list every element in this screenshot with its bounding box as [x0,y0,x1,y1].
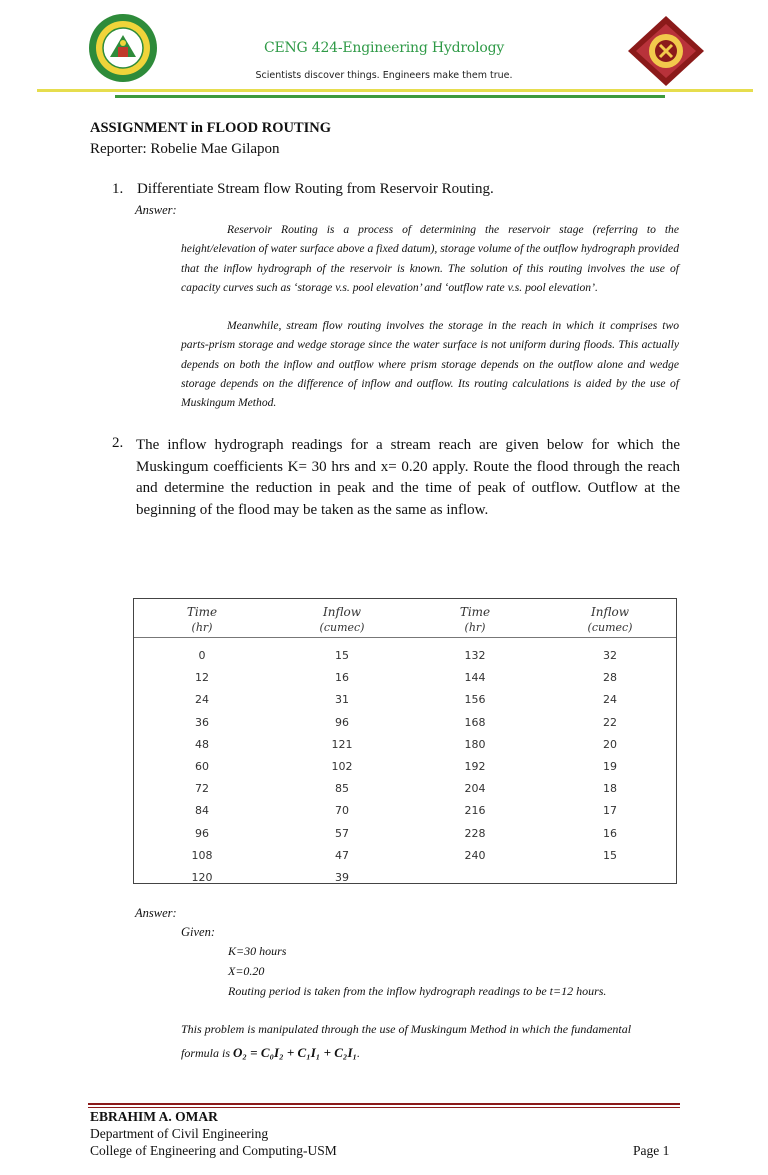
table-cell: 96 [195,826,209,840]
inflow-hydrograph-table [133,598,677,884]
table-cell: 85 [335,782,349,796]
muskingum-text: This problem is manipulated through the use of Muskingum Method in which the fundamental formula is [181,1022,632,1060]
table-cell: 31 [335,693,349,707]
table-cell: 19 [603,759,617,773]
table-cell: 60 [195,759,209,773]
table-cell: 70 [335,804,349,818]
table-cell: 32 [603,649,617,662]
table-header-time-1: Time (hr) [186,605,218,634]
question-2-text: The inflow hydrograph readings for a stream reach are given below for which the Muskingum coefficients K= 30 hrs and x= 0.20 apply. Route the flood through the reach and determine the reduction in peak and the time of peak of outflow. Outflow at the beginning of the flood may be taken as the same as inflow. [136,437,680,519]
column-time-2 [437,645,513,867]
table-cell: 18 [603,782,617,796]
assignment-title: ASSIGNMENT in FLOOD ROUTING [90,120,332,136]
table-cell: 20 [603,737,617,751]
table-header-divider [134,637,676,638]
table-cell: 57 [335,826,349,840]
table-cell: 15 [335,649,349,662]
table-cell: 84 [195,804,209,818]
table-cell: 17 [603,804,617,818]
footer-college: College of Engineering and Computing-USM [90,1143,337,1158]
muskingum-formula: O₂ = C₀I₂ + C₁I₁ + C₂I₁ [233,1045,358,1060]
table-cell: 48 [195,737,209,751]
table-cell: 72 [195,782,209,796]
table-cell: 24 [195,693,209,707]
table-cell: 24 [603,693,617,707]
answer-1-paragraph-2: Meanwhile, stream flow routing involves the storage in the reach in which it comprises two parts-prism storage and wedge storage since the water surface is not uniform during floods. This actually depends on both the inflow and outflow where prism storage depends on the outflow alone and wedge storage depends on the difference of inflow and outflow. Its routing calculations is aided by the use of Muskingum Method. [181,319,679,410]
table-cell: 192 [464,759,486,773]
table-cell: 28 [603,671,617,685]
answer-1-paragraph-1: Reservoir Routing is a process of determining the reservoir stage (referring to the height/elevation of water surface above a fixed datum), storage volume of the outflow hydrograph provided that the inflow hydrograph of the reservoir is known. The solution of this routing involves the use of capacity curves such as ‘storage v.s. pool elevation’ and ‘outflow rate v.s. pool elevation’. [181,223,679,294]
table-cell: 16 [603,826,617,840]
course-title: CENG 424-Engineering Hydrology [263,40,505,56]
column-inflow-2 [562,645,658,867]
footer-department: Department of Civil Engineering [90,1126,269,1141]
table-cell: 121 [331,737,353,751]
table-header-inflow-1: Inflow (cumec) [319,605,365,634]
table-header-inflow-2: Inflow (cumec) [587,605,633,634]
table-cell: 102 [331,759,353,773]
answer-2-label: Answer: [135,906,177,920]
table-header-time-2: Time (hr) [459,605,491,634]
table-cell: 240 [464,848,486,862]
footer-rule-thin [88,1107,680,1108]
table-cell: 39 [335,870,349,884]
column-time-1 [164,645,240,889]
footer-author: EBRAHIM A. OMAR [90,1109,218,1124]
question-1-text: Differentiate Stream flow Routing from Reservoir Routing. [137,181,494,197]
table-cell: 132 [464,649,486,662]
table-cell: 96 [335,715,349,729]
course-motto: Scientists discover things. Engineers make them true. [255,70,513,81]
given-routing-period: Routing period is taken from the inflow hydrograph readings to be t=12 hours. [228,984,607,998]
formula-period: . [357,1046,361,1060]
table-cell: 0 [198,649,206,662]
table-cell: 168 [464,715,486,729]
reporter-line: Reporter: Robelie Mae Gilapon [90,141,280,157]
given-x: X=0.20 [228,964,265,978]
table-cell: 120 [191,870,213,884]
page-number: Page 1 [633,1143,670,1158]
table-cell: 36 [195,715,209,729]
table-cell: 47 [335,848,349,862]
table-cell: 180 [464,737,486,751]
table-cell: 216 [464,804,486,818]
column-inflow-1 [294,645,390,889]
table-cell: 16 [335,671,349,685]
question-2-number: 2. [112,435,124,451]
table-cell: 12 [195,671,209,685]
answer-1-label: Answer: [135,203,177,217]
table-cell: 156 [464,693,486,707]
table-cell: 108 [191,848,213,862]
table-cell: 15 [603,848,617,862]
table-cell: 228 [464,826,486,840]
footer-rule-thick [88,1103,680,1105]
question-1-number: 1. [112,181,124,197]
table-cell: 144 [464,671,486,685]
table-cell: 204 [464,782,486,796]
header-rule-yellow [37,89,753,92]
given-k: K=30 hours [228,944,287,958]
given-label: Given: [181,925,216,939]
table-cell: 22 [603,715,617,729]
muskingum-explanation [181,1018,641,1065]
header-rule-green [115,95,665,98]
